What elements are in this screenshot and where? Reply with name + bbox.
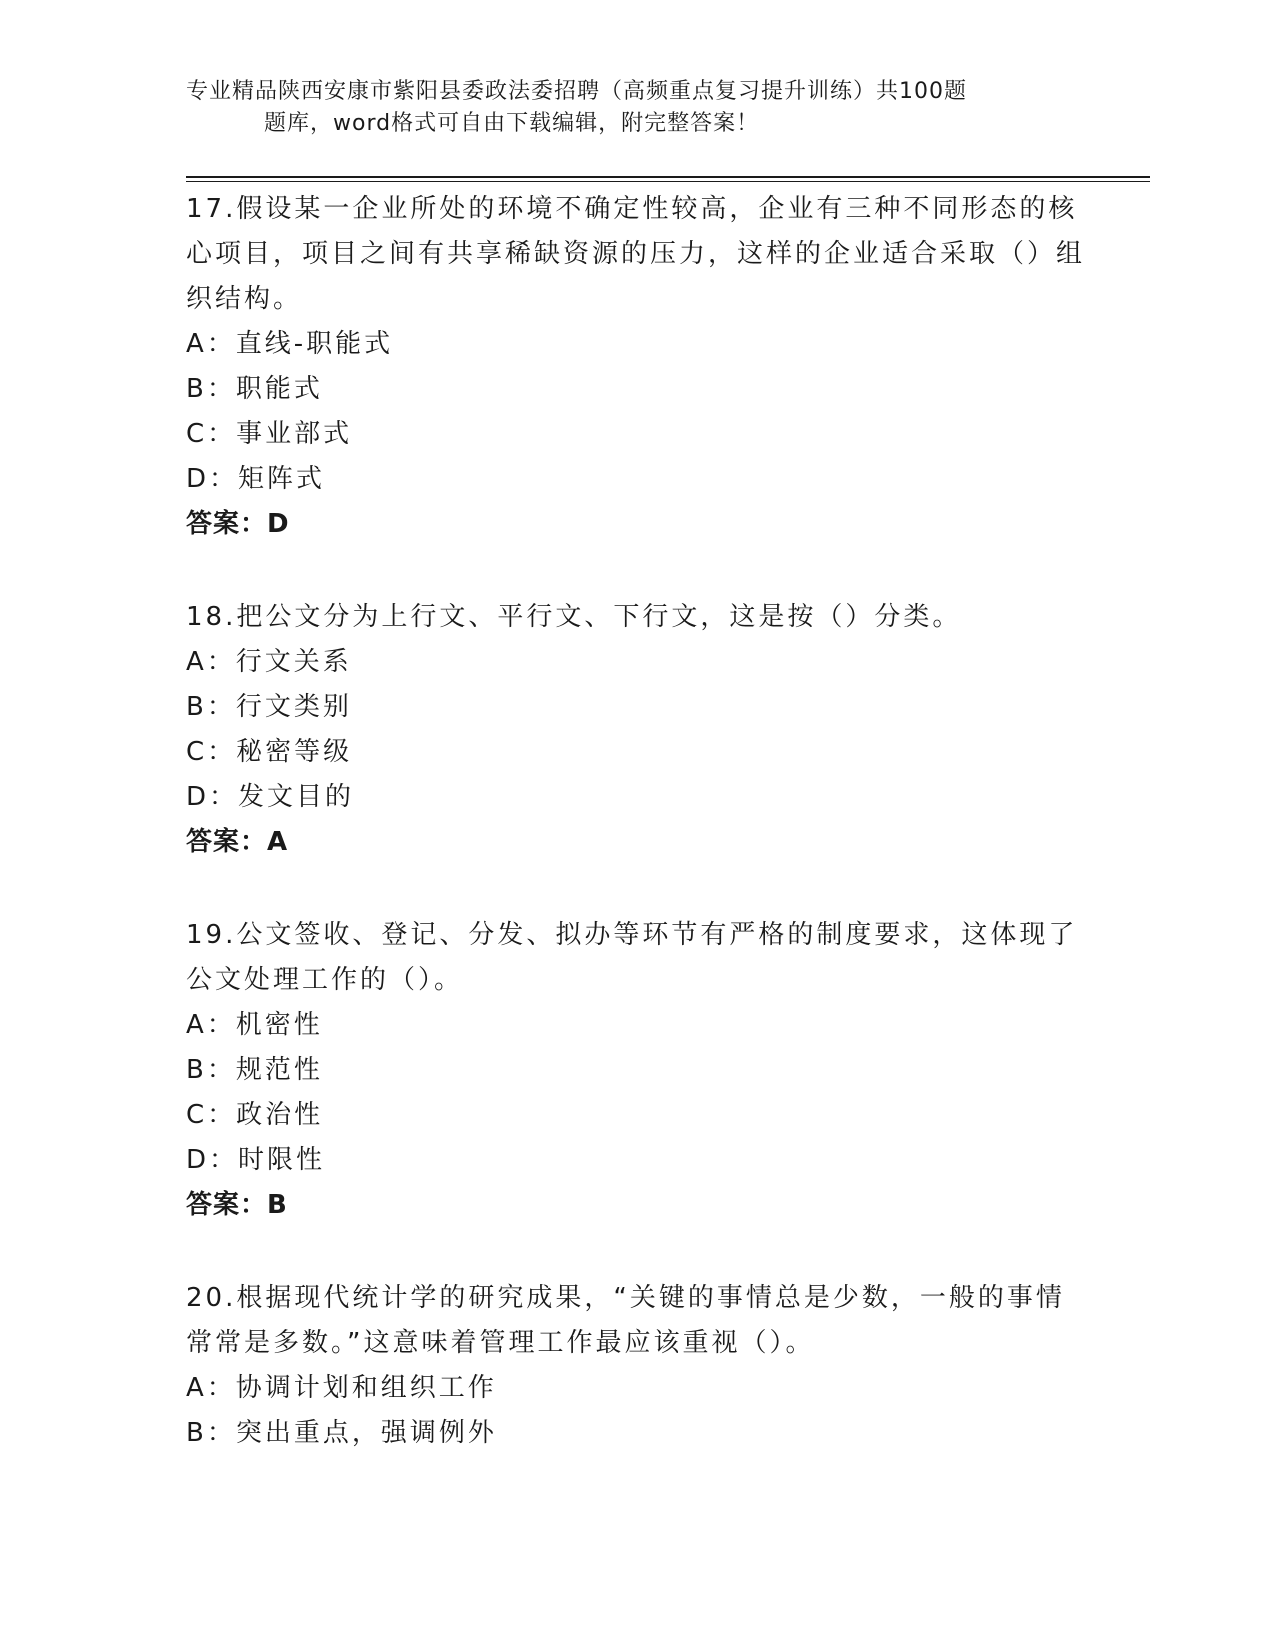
header-divider-thick: [186, 176, 1150, 178]
answer: 答案：B: [186, 1190, 288, 1220]
question-17: [186, 187, 1086, 547]
answer: 答案：D: [186, 509, 290, 539]
header-title-line1: 专业精品陕西安康市紫阳县委政法委招聘（高频重点复习提升训练）共100题: [186, 79, 967, 104]
header-divider-thin: [186, 181, 1150, 182]
option-a: A：机密性: [186, 1010, 323, 1040]
answer: 答案：A: [186, 827, 289, 857]
question-19: [186, 913, 1086, 1228]
option-c: C：秘密等级: [186, 737, 353, 767]
question-text: 17.假设某一企业所处的环境不确定性较高，企业有三种不同形态的核心项目，项目之间有共享稀缺资源的压力，这样的企业适合采取（）组织结构。: [186, 194, 1086, 314]
option-b: B：行文类别: [186, 692, 352, 722]
question-spacer: [186, 865, 1086, 913]
question-spacer: [186, 1228, 1086, 1276]
question-20: [186, 1276, 1086, 1456]
question-spacer: [186, 547, 1086, 595]
option-c: C：政治性: [186, 1100, 324, 1130]
option-a: A：行文关系: [186, 647, 352, 677]
option-d: D：发文目的: [186, 782, 355, 812]
option-d: D：矩阵式: [186, 464, 326, 494]
question-list: [186, 187, 1086, 1456]
option-b: B：突出重点，强调例外: [186, 1418, 497, 1448]
question-18: [186, 595, 1086, 865]
option-d: D：时限性: [186, 1145, 326, 1175]
question-text: 19.公文签收、登记、分发、拟办等环节有严格的制度要求，这体现了公文处理工作的（）。: [186, 920, 1078, 995]
option-c: C：事业部式: [186, 419, 353, 449]
question-text: 20.根据现代统计学的研究成果，“关键的事情总是少数，一般的事情常常是多数。”这意味着管理工作最应该重视（）。: [186, 1283, 1065, 1358]
header-title-line2: 题库，word格式可自由下载编辑，附完整答案！: [264, 111, 760, 136]
question-text: 18.把公文分为上行文、平行文、下行文，这是按（）分类。: [186, 602, 962, 632]
option-b: B：职能式: [186, 374, 323, 404]
option-a: A：协调计划和组织工作: [186, 1373, 497, 1403]
option-a: A：直线-职能式: [186, 329, 394, 359]
document-header: [186, 76, 1066, 140]
option-b: B：规范性: [186, 1055, 323, 1085]
